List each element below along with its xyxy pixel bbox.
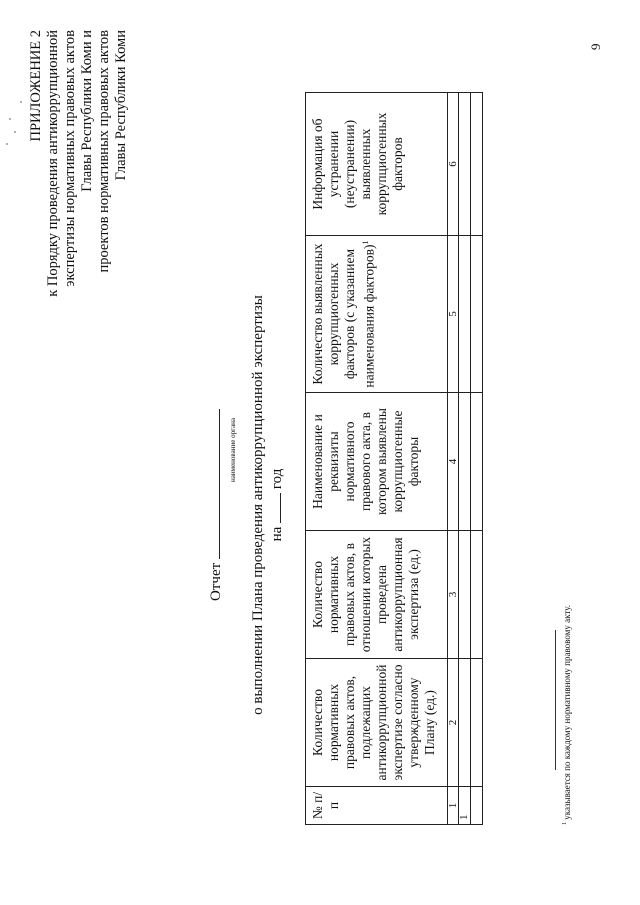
header-cell <box>306 236 448 393</box>
footnote <box>562 605 572 825</box>
column-number-row <box>448 93 459 825</box>
header-cell: Наименование и реквизиты нормативного правового акта, в котором выявлены коррупциогенные факторы <box>306 393 448 531</box>
table-row <box>471 93 483 825</box>
report-title: Отчет <box>208 562 224 601</box>
appendix-header <box>28 30 130 325</box>
appendix-line: Главы Республики Коми <box>113 30 129 181</box>
scan-speck <box>6 143 8 145</box>
table-header-row <box>306 93 448 825</box>
page-number: 9 <box>588 43 603 50</box>
organ-caption: наименование органа <box>229 418 237 482</box>
report-table <box>305 92 483 825</box>
appendix-line: к Порядку проведения антикоррупционной <box>45 30 61 297</box>
report-god: год <box>269 468 285 490</box>
report-subtitle: о выполнении Плана проведения антикоррупционной экспертизы <box>250 295 266 715</box>
column-number: 1 <box>448 787 459 825</box>
header-cell: Информация об устранении (неустранении) выявленных коррупциогенных факторов <box>306 93 448 236</box>
year-blank <box>268 493 281 523</box>
footnote-text: указывается по каждому нормативному правовому акту. <box>562 604 572 820</box>
report-heading <box>205 245 287 765</box>
header-cell: Количество нормативных правовых актов, подлежащих антикоррупционной экспертизе согласно утвержденному Плану (ед.) <box>306 659 448 787</box>
header-text: Количество выявленных коррупциогенных факторов (с указанием наименования факторов) <box>310 243 377 388</box>
scan-speck <box>9 118 11 120</box>
appendix-line: проектов нормативных правовых актов <box>96 30 112 273</box>
table-cell <box>459 393 471 531</box>
column-number: 4 <box>448 393 459 531</box>
table-cell <box>471 93 483 236</box>
table-cell <box>471 787 483 825</box>
table-cell <box>471 393 483 531</box>
scan-speck <box>20 101 22 103</box>
table-cell: 1 <box>459 787 471 825</box>
header-cell: № п/п <box>306 787 448 825</box>
table-cell <box>459 93 471 236</box>
report-na: на <box>269 526 285 542</box>
column-number: 6 <box>448 93 459 236</box>
table-cell <box>459 236 471 393</box>
table-cell <box>471 236 483 393</box>
footnote-mark: 1 <box>361 240 370 245</box>
table-row <box>459 93 471 825</box>
organ-name-blank <box>205 409 220 559</box>
appendix-title: ПРИЛОЖЕНИЕ 2 <box>28 30 44 142</box>
footnote-rule <box>555 630 556 770</box>
column-number: 5 <box>448 236 459 393</box>
appendix-line: экспертизы нормативных правовых актов <box>62 30 78 287</box>
header-cell: Количество нормативных правовых актов, в отношении которых проведена антикоррупционная экспертиза (ед.) <box>306 531 448 659</box>
scan-speck <box>14 131 16 133</box>
table-cell <box>459 659 471 787</box>
column-number: 2 <box>448 659 459 787</box>
appendix-line: Главы Республики Коми и <box>79 30 95 192</box>
table-cell <box>471 531 483 659</box>
table-cell <box>471 659 483 787</box>
footnote-mark: 1 <box>562 822 568 825</box>
table-cell <box>459 531 471 659</box>
column-number: 3 <box>448 531 459 659</box>
